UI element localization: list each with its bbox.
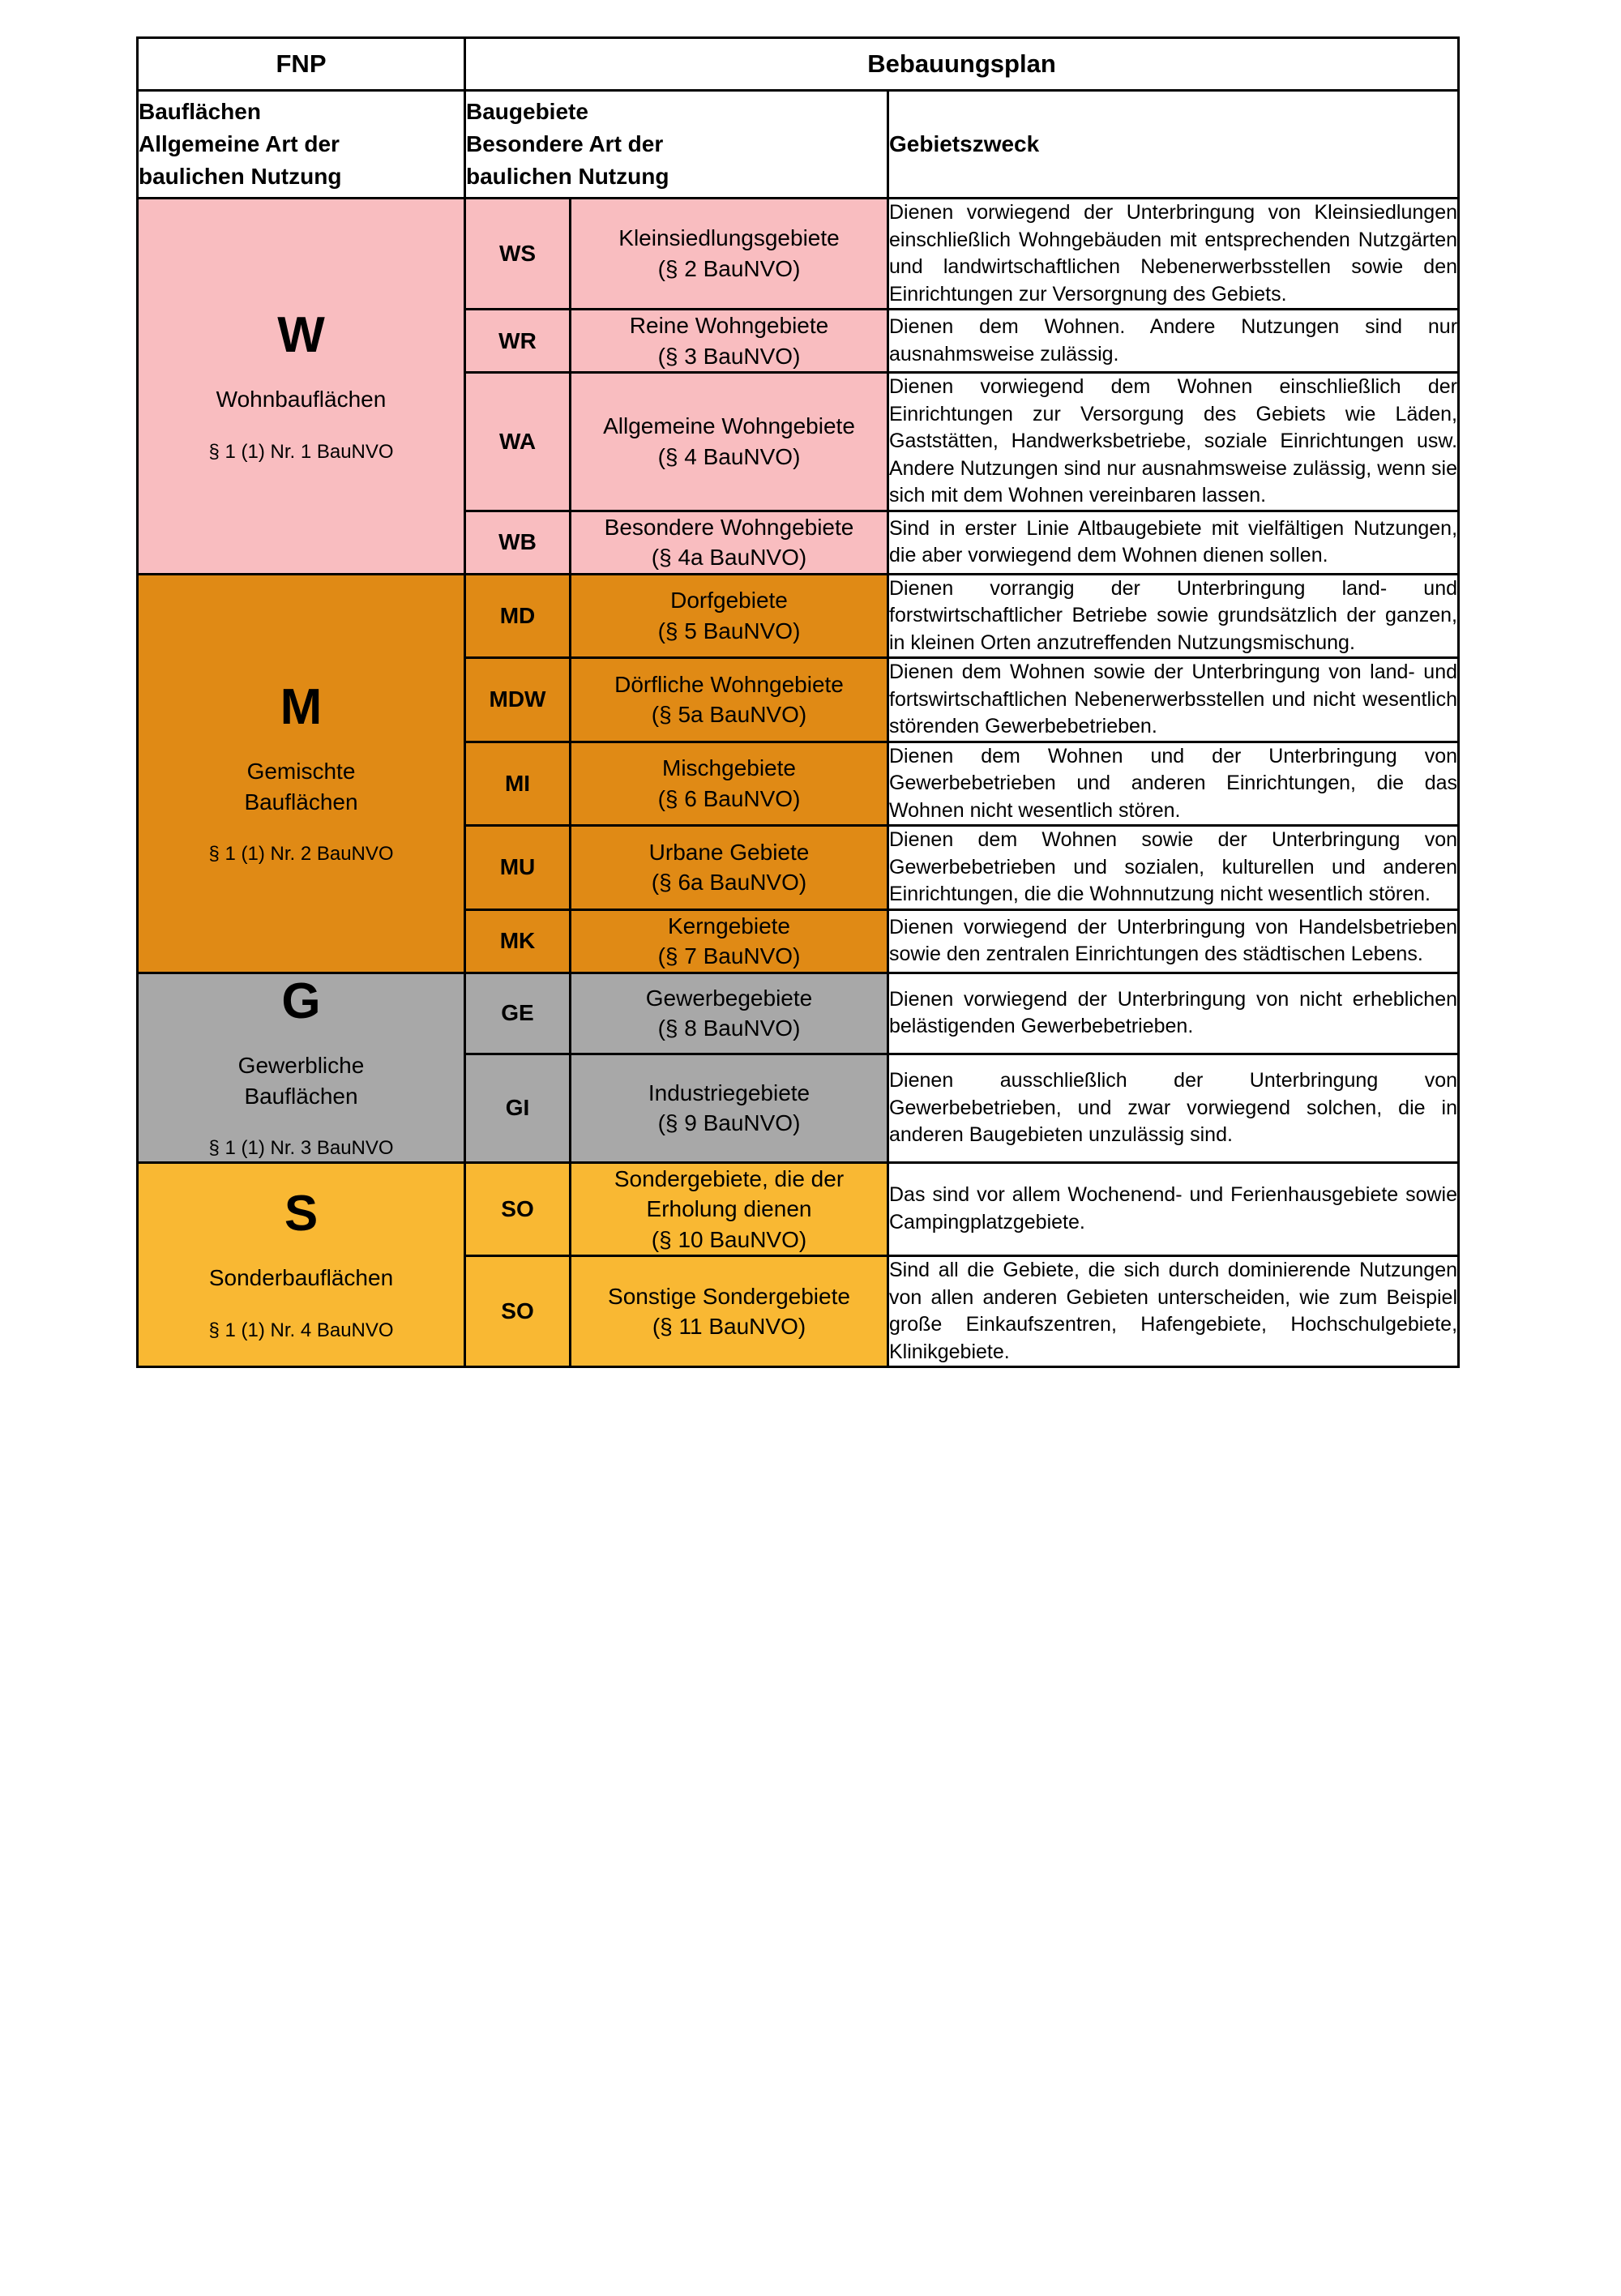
- baugebiet-name-wr-line1: Reine Wohngebiete: [629, 313, 829, 338]
- baugebiet-name-mi-line1: Mischgebiete: [662, 755, 796, 781]
- baugebiet-abbr-md: MD: [465, 574, 571, 658]
- fnp-group-s-letter: S: [284, 1185, 319, 1242]
- baugebiet-abbr-mk: MK: [465, 909, 571, 973]
- baugebiet-name-wa-line1: Allgemeine Wohngebiete: [603, 413, 855, 439]
- baugebiet-desc-mdw: Dienen dem Wohnen sowie der Unterbringung von land- und fortswirtschaftlichen Nebenerwerbsstellen und nicht wesentlich störenden Gewerbebetrieben.: [888, 658, 1459, 742]
- fnp-group-g-letter: G: [281, 973, 321, 1029]
- header-baugebiete-line2: Besondere Art der: [466, 131, 664, 157]
- fnp-group-m-title-line1: Gemischte: [246, 758, 356, 784]
- baugebiet-abbr-so-sonstige: SO: [465, 1256, 571, 1367]
- baugebiet-name-wb-line1: Besondere Wohngebiete: [604, 514, 854, 540]
- baugebiet-desc-mi: Dienen dem Wohnen und der Unterbringung von Gewerbebetrieben und anderen Einrichtungen, die das Wohnen nicht wesentlich stören.: [888, 742, 1459, 826]
- fnp-group-m-letter: M: [280, 678, 323, 735]
- baugebiet-abbr-so-erholung: SO: [465, 1162, 571, 1256]
- fnp-group-m-ref: § 1 (1) Nr. 2 BauNVO: [208, 843, 394, 866]
- baugebiet-name-ws: [571, 199, 888, 310]
- fnp-group-s-title: [139, 1263, 464, 1293]
- fnp-group-g-title: [139, 1050, 464, 1112]
- baugebiet-name-mdw-line1: Dörfliche Wohngebiete: [614, 671, 844, 697]
- header-bauflaechen-line3: baulichen Nutzung: [139, 163, 342, 189]
- baugebiet-name-mk-line1: Kerngebiete: [667, 913, 790, 938]
- baugebiet-desc-wb: Sind in erster Linie Altbaugebiete mit vielfältigen Nutzungen, die aber vorwiegend dem Wohnen dienen sollen.: [888, 511, 1459, 574]
- baugebiet-abbr-wb: WB: [465, 511, 571, 574]
- baugebiet-name-gi-line2: (§ 9 BauNVO): [657, 1110, 801, 1136]
- baugebiet-name-mu: [571, 826, 888, 910]
- fnp-group-m-title: [139, 756, 464, 818]
- baugebiet-name-gi-line1: Industriegebiete: [648, 1080, 810, 1105]
- baugebiet-name-ge-line1: Gewerbegebiete: [645, 985, 813, 1011]
- fnp-group-w-title-line1: Wohnbauflächen: [216, 386, 387, 412]
- baugebiet-name-mu-line1: Urbane Gebiete: [648, 839, 810, 865]
- table-row: [138, 574, 1459, 658]
- fnp-group-m-title-line2: Bauflächen: [244, 789, 358, 815]
- baugebiet-name-wr: [571, 310, 888, 373]
- table-row: [138, 973, 1459, 1054]
- baugebiet-name-mi-line2: (§ 6 BauNVO): [657, 785, 801, 811]
- fnp-group-g-title-line2: Bauflächen: [244, 1083, 358, 1109]
- baugebiet-desc-so-sonstige: Sind all die Gebiete, die sich durch dominierende Nutzungen von allen anderen Gebieten unterscheiden, wie zum Beispiel große Einkaufszentren, Hafengebiete, Hochschulgebiete, Klinikgebiete.: [888, 1256, 1459, 1367]
- fnp-group-g: [138, 973, 465, 1162]
- baugebiet-name-mk: [571, 909, 888, 973]
- table-row: [138, 199, 1459, 310]
- baugebiet-name-so-erholung-line1: Sondergebiete, die der: [614, 1165, 845, 1191]
- baugebiet-name-mu-line2: (§ 6a BauNVO): [651, 870, 807, 896]
- baugebiet-name-ws-line2: (§ 2 BauNVO): [657, 256, 801, 281]
- baugebiet-abbr-ge: GE: [465, 973, 571, 1054]
- baugebiet-desc-mu: Dienen dem Wohnen sowie der Unterbringung von Gewerbebetrieben und sozialen, kulturellen und anderen Einrichtungen, die die Wohnnutzung nicht wesentlich stören.: [888, 826, 1459, 910]
- table-header-top-row: [138, 38, 1459, 91]
- baugebiet-name-wb: [571, 511, 888, 574]
- header-baugebiete-line1: Baugebiete: [466, 99, 588, 125]
- baugebiet-desc-wa: Dienen vorwiegend dem Wohnen einschließlich der Einrichtungen zur Versorgung des Gebiets wie Läden, Gaststätten, Handwerksbetriebe, soziale Einrichtungen usw. Andere Nutzungen sind nur ausnahmsweise zulässig, wenn sie sich mit dem Wohnen vereinbaren lassen.: [888, 373, 1459, 511]
- baugebiet-name-mdw: [571, 658, 888, 742]
- baugebiet-desc-md: Dienen vorrangig der Unterbringung land- und forstwirtschaftlicher Betriebe sowie grundsätzlich der ganzen, in kleinen Orten anzutreffenden Nutzungsmischung.: [888, 574, 1459, 658]
- baugebiet-name-wa-line2: (§ 4 BauNVO): [657, 443, 801, 469]
- fnp-group-g-title-line1: Gewerbliche: [237, 1052, 365, 1078]
- table-header-sub-row: [138, 91, 1459, 199]
- fnp-group-g-ref: § 1 (1) Nr. 3 BauNVO: [208, 1137, 394, 1160]
- baugebiet-name-mdw-line2: (§ 5a BauNVO): [651, 702, 807, 728]
- header-baugebiete-line3: baulichen Nutzung: [466, 163, 669, 189]
- baugebiet-abbr-wr: WR: [465, 310, 571, 373]
- baugebiet-name-wb-line2: (§ 4a BauNVO): [651, 545, 807, 571]
- baugebiet-name-gi: [571, 1054, 888, 1162]
- fnp-group-s: [138, 1162, 465, 1367]
- header-bauflaechen-line1: Bauflächen: [139, 99, 261, 125]
- fnp-group-w-ref: § 1 (1) Nr. 1 BauNVO: [208, 440, 394, 463]
- baugebiet-desc-mk: Dienen vorwiegend der Unterbringung von Handelsbetrieben sowie den zentralen Einrichtungen des städtischen Lebens.: [888, 909, 1459, 973]
- baugebiet-name-so-sonstige-line2: (§ 11 BauNVO): [652, 1314, 806, 1340]
- baugebiet-name-ge-line2: (§ 8 BauNVO): [657, 1015, 801, 1041]
- header-gebietszweck: Gebietszweck: [888, 91, 1459, 199]
- header-fnp: FNP: [138, 38, 465, 91]
- baugebiet-name-so-erholung-line3: (§ 10 BauNVO): [651, 1226, 807, 1252]
- fnp-group-m: [138, 574, 465, 973]
- fnp-group-s-title-line1: Sonderbauflächen: [208, 1264, 394, 1290]
- baugebiet-desc-wr: Dienen dem Wohnen. Andere Nutzungen sind nur ausnahmsweise zulässig.: [888, 310, 1459, 373]
- baugebiet-abbr-mdw: MDW: [465, 658, 571, 742]
- baugebiet-abbr-mi: MI: [465, 742, 571, 826]
- baugebiet-abbr-gi: GI: [465, 1054, 571, 1162]
- baugebiet-name-ge: [571, 973, 888, 1054]
- baugebiet-name-ws-line1: Kleinsiedlungsgebiete: [618, 225, 840, 251]
- baugebiet-desc-so-erholung: Das sind vor allem Wochenend- und Ferienhausgebiete sowie Campingplatzgebiete.: [888, 1162, 1459, 1256]
- header-bauflaechen: [138, 91, 465, 199]
- baugebiet-name-md-line2: (§ 5 BauNVO): [657, 618, 801, 643]
- baugebiet-abbr-ws: WS: [465, 199, 571, 310]
- header-baugebiete: [465, 91, 888, 199]
- fnp-group-w: [138, 199, 465, 575]
- baugebiet-abbr-wa: WA: [465, 373, 571, 511]
- fnp-group-s-ref: § 1 (1) Nr. 4 BauNVO: [208, 1319, 394, 1341]
- baugebiet-name-md: [571, 574, 888, 658]
- fnp-group-w-letter: W: [277, 306, 325, 363]
- baugebiet-abbr-mu: MU: [465, 826, 571, 910]
- baugebiet-name-so-erholung-line2: Erholung dienen: [646, 1196, 812, 1222]
- header-bauflaechen-line2: Allgemeine Art der: [139, 131, 340, 157]
- fnp-group-w-title: [139, 384, 464, 415]
- baugebiet-desc-gi: Dienen ausschließlich der Unterbringung von Gewerbebetrieben, und zwar vorwiegend solchen, die in anderen Baugebieten unzulässig sind.: [888, 1054, 1459, 1162]
- baugebiet-desc-ge: Dienen vorwiegend der Unterbringung von nicht erheblichen belästigenden Gewerbebetrieben.: [888, 973, 1459, 1054]
- baugebiet-desc-ws: Dienen vorwiegend der Unterbringung von Kleinsiedlungen einschließlich Wohngebäuden mit entsprechenden Nutzgärten und landwirtschaftlichen Nebenerwerbsstellen sowie den Einrichtungen zur Versorgnung des Gebiets.: [888, 199, 1459, 310]
- baugebiet-name-so-erholung: [571, 1162, 888, 1256]
- baugebiet-name-mi: [571, 742, 888, 826]
- header-bebauungsplan: Bebauungsplan: [465, 38, 1459, 91]
- table-row: [138, 1162, 1459, 1256]
- baugebiet-name-so-sonstige: [571, 1256, 888, 1367]
- planning-categories-table: [136, 36, 1460, 1368]
- baugebiet-name-wr-line2: (§ 3 BauNVO): [657, 343, 801, 369]
- baugebiet-name-wa: [571, 373, 888, 511]
- baugebiet-name-mk-line2: (§ 7 BauNVO): [657, 943, 801, 969]
- baugebiet-name-md-line1: Dorfgebiete: [670, 588, 788, 614]
- baugebiet-name-so-sonstige-line1: Sonstige Sondergebiete: [608, 1283, 850, 1309]
